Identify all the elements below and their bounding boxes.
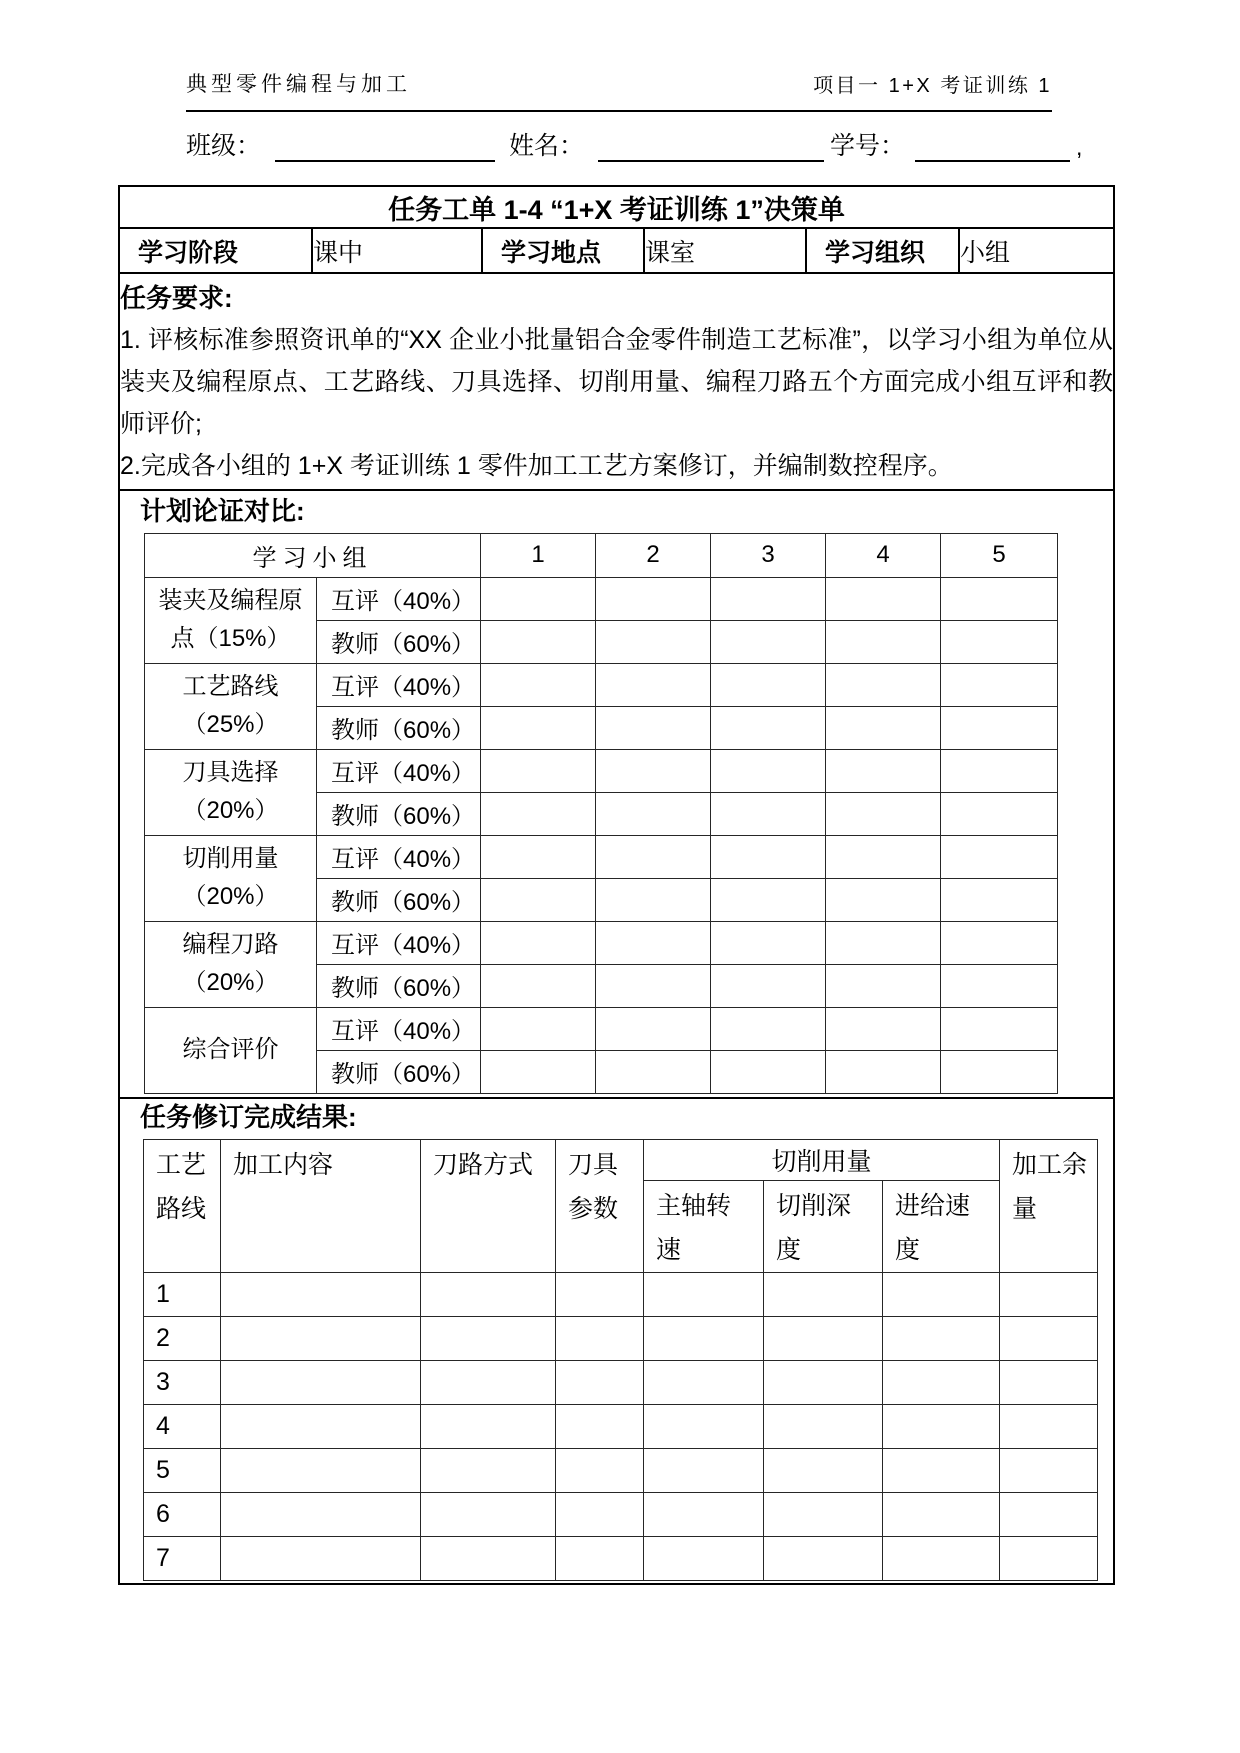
score-cell[interactable]	[596, 792, 711, 835]
score-cell[interactable]	[941, 663, 1058, 706]
score-cell[interactable]	[481, 1050, 596, 1093]
result-cell[interactable]	[421, 1361, 556, 1405]
score-cell[interactable]	[941, 835, 1058, 878]
result-cell[interactable]	[644, 1537, 764, 1581]
score-cell[interactable]	[941, 921, 1058, 964]
plan-row	[145, 663, 1058, 706]
score-cell[interactable]	[826, 663, 941, 706]
score-cell[interactable]	[481, 1007, 596, 1050]
result-cell[interactable]	[421, 1405, 556, 1449]
teacher-eval-label: 教师（60%）	[317, 964, 481, 1007]
score-cell[interactable]	[826, 835, 941, 878]
result-cell[interactable]	[764, 1273, 883, 1317]
plan-compare-table	[144, 533, 1058, 1094]
result-cell[interactable]	[221, 1449, 421, 1493]
plan-row	[145, 577, 1058, 620]
result-cell[interactable]	[221, 1361, 421, 1405]
student-info-row	[186, 126, 1082, 162]
result-cell[interactable]	[644, 1449, 764, 1493]
result-cell[interactable]	[764, 1361, 883, 1405]
teacher-eval-label: 教师（60%）	[317, 878, 481, 921]
score-cell[interactable]	[711, 835, 826, 878]
score-cell[interactable]	[481, 835, 596, 878]
revision-header-row	[144, 1140, 1098, 1181]
score-cell[interactable]	[481, 921, 596, 964]
score-cell[interactable]	[481, 878, 596, 921]
row-number: 3	[144, 1361, 221, 1405]
score-cell[interactable]	[711, 577, 826, 620]
row-number: 4	[144, 1405, 221, 1449]
score-cell[interactable]	[596, 1050, 711, 1093]
score-cell[interactable]	[596, 749, 711, 792]
result-cell[interactable]	[883, 1317, 1000, 1361]
result-cell[interactable]	[221, 1537, 421, 1581]
plan-row	[145, 1007, 1058, 1050]
result-cell[interactable]	[421, 1537, 556, 1581]
score-cell[interactable]	[481, 620, 596, 663]
peer-eval-label: 互评（40%）	[317, 663, 481, 706]
plan-category-label: 装夹及编程原 点（15%）	[145, 577, 317, 663]
score-cell[interactable]	[711, 964, 826, 1007]
worksheet-title: 任务工单 1-4 “1+X 考证训练 1”决策单	[119, 186, 1114, 228]
result-cell[interactable]	[644, 1317, 764, 1361]
result-cell[interactable]	[556, 1493, 644, 1537]
group-column-3: 3	[711, 533, 826, 577]
peer-eval-label: 互评（40%）	[317, 749, 481, 792]
score-cell[interactable]	[941, 706, 1058, 749]
score-cell[interactable]	[826, 749, 941, 792]
score-cell[interactable]	[711, 706, 826, 749]
result-cell[interactable]	[1000, 1273, 1098, 1317]
score-cell[interactable]	[941, 878, 1058, 921]
result-cell[interactable]	[883, 1273, 1000, 1317]
score-cell[interactable]	[826, 620, 941, 663]
project-title: 项目一 1+X 考证训练 1	[813, 75, 1052, 97]
score-cell[interactable]	[481, 749, 596, 792]
score-cell[interactable]	[711, 663, 826, 706]
result-row	[144, 1361, 1098, 1405]
score-cell[interactable]	[711, 749, 826, 792]
student-id-blank-field[interactable]	[915, 128, 1070, 162]
result-cell[interactable]	[421, 1317, 556, 1361]
result-cell[interactable]	[221, 1273, 421, 1317]
score-cell[interactable]	[596, 964, 711, 1007]
score-cell[interactable]	[481, 792, 596, 835]
score-cell[interactable]	[826, 1007, 941, 1050]
score-cell[interactable]	[826, 1050, 941, 1093]
worksheet-table	[118, 185, 1115, 1585]
plan-row	[145, 835, 1058, 878]
result-cell[interactable]	[556, 1361, 644, 1405]
result-cell[interactable]	[556, 1317, 644, 1361]
result-cell[interactable]	[221, 1493, 421, 1537]
class-label: 班级：	[186, 132, 262, 160]
name-label: 姓名：	[509, 132, 585, 160]
result-cell[interactable]	[1000, 1317, 1098, 1361]
course-title: 典型零件编程与加工	[186, 73, 411, 96]
plan-compare-section	[119, 490, 1114, 1098]
score-cell[interactable]	[941, 1050, 1058, 1093]
score-cell[interactable]	[596, 620, 711, 663]
teacher-eval-label: 教师（60%）	[317, 1050, 481, 1093]
score-cell[interactable]	[481, 663, 596, 706]
feed-rate-header: 进给速 度	[883, 1181, 1000, 1273]
plan-compare-heading: 计划论证对比:	[140, 495, 305, 526]
plan-category-label: 刀具选择 （20%）	[145, 749, 317, 835]
result-cell[interactable]	[556, 1405, 644, 1449]
row-number: 2	[144, 1317, 221, 1361]
score-cell[interactable]	[596, 663, 711, 706]
score-cell[interactable]	[941, 620, 1058, 663]
revision-table	[143, 1139, 1098, 1581]
result-cell[interactable]	[883, 1361, 1000, 1405]
trailing-comma: ,	[1076, 134, 1083, 160]
result-cell[interactable]	[421, 1273, 556, 1317]
row-number: 7	[144, 1537, 221, 1581]
result-cell[interactable]	[421, 1449, 556, 1493]
stage-row	[119, 228, 1114, 273]
result-cell[interactable]	[556, 1537, 644, 1581]
result-cell[interactable]	[221, 1317, 421, 1361]
spindle-speed-header: 主轴转 速	[644, 1181, 764, 1273]
score-cell[interactable]	[596, 835, 711, 878]
plan-category-label: 切削用量 （20%）	[145, 835, 317, 921]
score-cell[interactable]	[711, 1007, 826, 1050]
row-number: 5	[144, 1449, 221, 1493]
group-column-2: 2	[596, 533, 711, 577]
corner-label: 学习小组	[145, 533, 481, 577]
plan-row	[145, 921, 1058, 964]
score-cell[interactable]	[826, 921, 941, 964]
result-cell[interactable]	[764, 1405, 883, 1449]
process-route-header: 工艺 路线	[144, 1140, 221, 1273]
location-label: 学习地点	[482, 228, 644, 273]
score-cell[interactable]	[481, 964, 596, 1007]
plan-header-row	[145, 533, 1058, 577]
tool-parameters-header: 刀具 参数	[556, 1140, 644, 1273]
score-cell[interactable]	[941, 749, 1058, 792]
score-cell[interactable]	[596, 577, 711, 620]
plan-category-label: 工艺路线 （25%）	[145, 663, 317, 749]
score-cell[interactable]	[711, 878, 826, 921]
result-cell[interactable]	[764, 1449, 883, 1493]
stage-label: 学习阶段	[119, 228, 312, 273]
score-cell[interactable]	[596, 1007, 711, 1050]
result-cell[interactable]	[644, 1405, 764, 1449]
score-cell[interactable]	[826, 706, 941, 749]
plan-category-label: 综合评价	[145, 1007, 317, 1093]
group-column-5: 5	[941, 533, 1058, 577]
teacher-eval-label: 教师（60%）	[317, 792, 481, 835]
result-cell[interactable]	[644, 1361, 764, 1405]
result-cell[interactable]	[1000, 1405, 1098, 1449]
revision-section	[119, 1098, 1114, 1584]
result-cell[interactable]	[883, 1493, 1000, 1537]
revision-heading: 任务修订完成结果:	[140, 1102, 357, 1132]
score-cell[interactable]	[941, 964, 1058, 1007]
plan-category-label: 编程刀路 （20%）	[145, 921, 317, 1007]
requirements-heading: 任务要求:	[120, 282, 233, 313]
peer-eval-label: 互评（40%）	[317, 835, 481, 878]
group-column-1: 1	[481, 533, 596, 577]
result-cell[interactable]	[556, 1273, 644, 1317]
result-row	[144, 1537, 1098, 1581]
result-cell[interactable]	[644, 1493, 764, 1537]
result-cell[interactable]	[764, 1493, 883, 1537]
teacher-eval-label: 教师（60%）	[317, 706, 481, 749]
result-cell[interactable]	[556, 1449, 644, 1493]
class-blank-field[interactable]	[275, 128, 495, 162]
result-cell[interactable]	[1000, 1361, 1098, 1405]
row-number: 1	[144, 1273, 221, 1317]
result-cell[interactable]	[1000, 1537, 1098, 1581]
result-row	[144, 1317, 1098, 1361]
requirement-item-1: 1. 评核标准参照资讯单的“XX 企业小批量铝合金零件制造工艺标准”，以学习小组为单位从装夹及编程原点、工艺路线、刀具选择、切削用量、编程刀路五个方面完成小组互评和教师评价;	[120, 325, 1114, 438]
group-column-4: 4	[826, 533, 941, 577]
result-cell[interactable]	[221, 1405, 421, 1449]
result-row	[144, 1273, 1098, 1317]
organization-label: 学习组织	[806, 228, 959, 273]
result-cell[interactable]	[883, 1449, 1000, 1493]
teacher-eval-label: 教师（60%）	[317, 620, 481, 663]
score-cell[interactable]	[941, 792, 1058, 835]
score-cell[interactable]	[711, 921, 826, 964]
score-cell[interactable]	[711, 1050, 826, 1093]
student-id-label: 学号：	[830, 132, 906, 160]
result-cell[interactable]	[644, 1273, 764, 1317]
peer-eval-label: 互评（40%）	[317, 921, 481, 964]
cutting-depth-header: 切削深 度	[764, 1181, 883, 1273]
name-blank-field[interactable]	[598, 128, 824, 162]
score-cell[interactable]	[941, 1007, 1058, 1050]
result-row	[144, 1493, 1098, 1537]
result-cell[interactable]	[764, 1317, 883, 1361]
peer-eval-label: 互评（40%）	[317, 577, 481, 620]
organization-value: 小组	[959, 228, 1114, 273]
peer-eval-label: 互评（40%）	[317, 1007, 481, 1050]
score-cell[interactable]	[481, 577, 596, 620]
result-cell[interactable]	[883, 1537, 1000, 1581]
score-cell[interactable]	[481, 706, 596, 749]
toolpath-mode-header: 刀路方式	[421, 1140, 556, 1273]
score-cell[interactable]	[596, 706, 711, 749]
machining-allowance-header: 加工余 量	[1000, 1140, 1098, 1273]
score-cell[interactable]	[596, 878, 711, 921]
score-cell[interactable]	[941, 577, 1058, 620]
score-cell[interactable]	[826, 577, 941, 620]
result-row	[144, 1405, 1098, 1449]
result-cell[interactable]	[1000, 1449, 1098, 1493]
result-cell[interactable]	[421, 1493, 556, 1537]
result-cell[interactable]	[1000, 1493, 1098, 1537]
machining-content-header: 加工内容	[221, 1140, 421, 1273]
result-row	[144, 1449, 1098, 1493]
row-number: 6	[144, 1493, 221, 1537]
result-cell[interactable]	[764, 1537, 883, 1581]
score-cell[interactable]	[826, 964, 941, 1007]
result-cell[interactable]	[883, 1405, 1000, 1449]
cutting-parameters-header: 切削用量	[644, 1140, 1000, 1181]
stage-value: 课中	[312, 228, 482, 273]
plan-row	[145, 749, 1058, 792]
score-cell[interactable]	[596, 921, 711, 964]
requirements-section	[119, 273, 1114, 490]
location-value: 课室	[644, 228, 806, 273]
score-cell[interactable]	[826, 792, 941, 835]
score-cell[interactable]	[826, 878, 941, 921]
requirement-item-2: 2.完成各小组的 1+X 考证训练 1 零件加工工艺方案修订，并编制数控程序。	[120, 451, 953, 480]
document-header	[186, 68, 1052, 112]
score-cell[interactable]	[711, 792, 826, 835]
score-cell[interactable]	[711, 620, 826, 663]
